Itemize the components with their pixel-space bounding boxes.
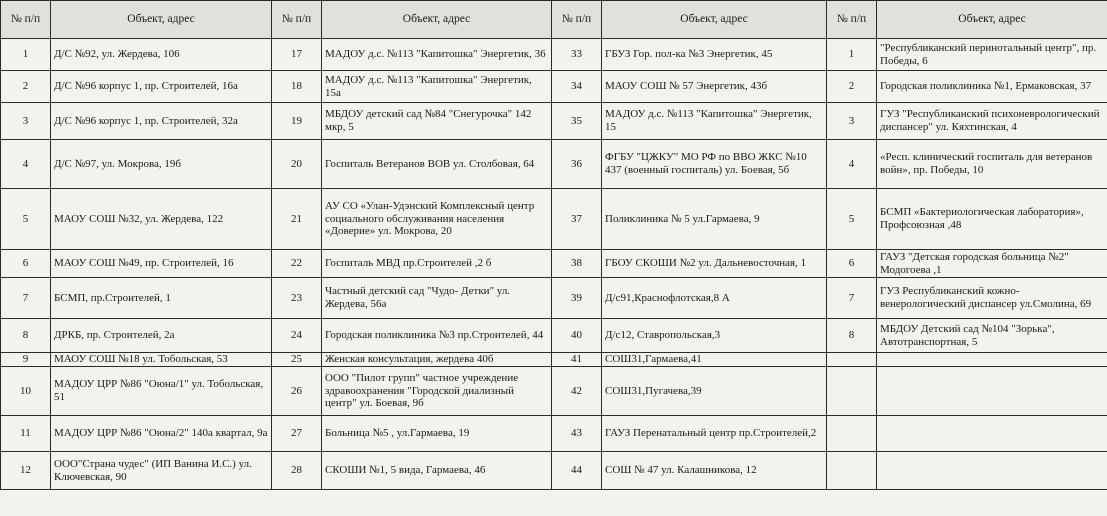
object-address-cell: ГБУЗ Гор. пол-ка №3 Энергетик, 45 xyxy=(602,39,827,71)
object-address-cell xyxy=(877,367,1107,416)
row-number-cell: 7 xyxy=(827,278,877,319)
row-number-cell: 26 xyxy=(272,367,322,416)
object-address-cell: ГБОУ СКОШИ №2 ул. Дальневосточная, 1 xyxy=(602,250,827,278)
object-address-cell: ООО"Страна чудес" (ИП Ванина И.С.) ул. Ключевская, 90 xyxy=(51,452,272,490)
table-row xyxy=(1,140,1107,189)
row-number-cell xyxy=(827,452,877,490)
object-address-cell: МАДОУ д.с. №113 "Капитошка" Энергетик, 15 xyxy=(602,103,827,140)
row-number-cell: 36 xyxy=(552,140,602,189)
header-num: № п/п xyxy=(552,1,602,39)
object-address-cell: Д/С №92, ул. Жердева, 106 xyxy=(51,39,272,71)
object-address-cell: Частный детский сад "Чудо- Детки" ул. Жердева, 56а xyxy=(322,278,552,319)
row-number-cell: 39 xyxy=(552,278,602,319)
object-address-cell: АУ СО «Улан-Удэнский Комплексный центр социального обслуживания населения «Доверие» ул. Мокрова, 20 xyxy=(322,189,552,250)
object-address-cell: ООО "Пилот групп" частное учреждение здравоохранения "Городской диализный центр" ул. Боевая, 9б xyxy=(322,367,552,416)
row-number-cell: 18 xyxy=(272,71,322,103)
row-number-cell: 44 xyxy=(552,452,602,490)
row-number-cell: 3 xyxy=(827,103,877,140)
row-number-cell: 43 xyxy=(552,416,602,452)
object-address-cell xyxy=(877,416,1107,452)
header-num: № п/п xyxy=(827,1,877,39)
header-object: Объект, адрес xyxy=(877,1,1107,39)
object-address-cell xyxy=(877,353,1107,367)
row-number-cell: 5 xyxy=(1,189,51,250)
object-address-cell: Городская поликлиника №3 пр.Строителей, 44 xyxy=(322,319,552,353)
object-address-cell: МБДОУ Детский сад №104 "Зорька", Автотранспортная, 5 xyxy=(877,319,1107,353)
object-address-cell: СОШ31,Пугачева,39 xyxy=(602,367,827,416)
object-address-cell: ГАУЗ Перенатальный центр пр.Строителей,2 xyxy=(602,416,827,452)
row-number-cell: 38 xyxy=(552,250,602,278)
row-number-cell: 3 xyxy=(1,103,51,140)
row-number-cell: 5 xyxy=(827,189,877,250)
object-address-cell: Госпиталь Ветеранов ВОВ ул. Столбовая, 64 xyxy=(322,140,552,189)
row-number-cell: 6 xyxy=(827,250,877,278)
object-address-cell: ДРКБ, пр. Строителей, 2а xyxy=(51,319,272,353)
row-number-cell: 8 xyxy=(1,319,51,353)
header-object: Объект, адрес xyxy=(51,1,272,39)
row-number-cell: 28 xyxy=(272,452,322,490)
object-address-cell: Госпиталь МВД пр.Строителей ,2 б xyxy=(322,250,552,278)
object-address-cell: МАДОУ д.с. №113 "Капитошка" Энергетик, 36 xyxy=(322,39,552,71)
object-address-cell: ГУЗ Республиканский кожно-венерологический диспансер ул.Смолина, 69 xyxy=(877,278,1107,319)
object-address-cell: МАДОУ ЦРР №86 "Оюна/1" ул. Тобольская, 51 xyxy=(51,367,272,416)
row-number-cell: 2 xyxy=(827,71,877,103)
table-row xyxy=(1,103,1107,140)
row-number-cell: 34 xyxy=(552,71,602,103)
row-number-cell: 6 xyxy=(1,250,51,278)
object-address-cell: Поликлиника № 5 ул.Гармаева, 9 xyxy=(602,189,827,250)
object-address-cell: Больница №5 , ул.Гармаева, 19 xyxy=(322,416,552,452)
row-number-cell: 40 xyxy=(552,319,602,353)
object-address-cell: БСМП «Бактериологическая лаборатория», Профсоюзная ,48 xyxy=(877,189,1107,250)
header-object: Объект, адрес xyxy=(602,1,827,39)
table-row xyxy=(1,452,1107,490)
object-address-cell: СОШ31,Гармаева,41 xyxy=(602,353,827,367)
table-row xyxy=(1,250,1107,278)
object-address-cell: БСМП, пр.Строителей, 1 xyxy=(51,278,272,319)
table-row xyxy=(1,71,1107,103)
row-number-cell: 24 xyxy=(272,319,322,353)
object-address-cell: Женская консультация, жердева 40б xyxy=(322,353,552,367)
row-number-cell: 11 xyxy=(1,416,51,452)
object-address-cell: МАДОУ д.с. №113 "Капитошка" Энергетик, 15а xyxy=(322,71,552,103)
row-number-cell: 10 xyxy=(1,367,51,416)
table-row xyxy=(1,353,1107,367)
object-address-cell: МАОУ СОШ №18 ул. Тобольская, 53 xyxy=(51,353,272,367)
object-address-cell: СКОШИ №1, 5 вида, Гармаева, 46 xyxy=(322,452,552,490)
table-row xyxy=(1,278,1107,319)
object-address-cell: Д/с12, Ставропольская,3 xyxy=(602,319,827,353)
row-number-cell: 19 xyxy=(272,103,322,140)
row-number-cell xyxy=(827,416,877,452)
row-number-cell: 23 xyxy=(272,278,322,319)
row-number-cell xyxy=(827,367,877,416)
header-object: Объект, адрес xyxy=(322,1,552,39)
row-number-cell: 12 xyxy=(1,452,51,490)
object-address-cell: МАОУ СОШ №49, пр. Строителей, 16 xyxy=(51,250,272,278)
table-row xyxy=(1,189,1107,250)
table-row xyxy=(1,39,1107,71)
row-number-cell: 1 xyxy=(1,39,51,71)
row-number-cell: 7 xyxy=(1,278,51,319)
row-number-cell: 37 xyxy=(552,189,602,250)
row-number-cell: 2 xyxy=(1,71,51,103)
object-address-cell: Городская поликлиника №1, Ермаковская, 37 xyxy=(877,71,1107,103)
object-address-cell: Д/с91,Краснофлотская,8 А xyxy=(602,278,827,319)
row-number-cell: 17 xyxy=(272,39,322,71)
row-number-cell: 4 xyxy=(1,140,51,189)
object-address-cell: МАОУ СОШ №32, ул. Жердева, 122 xyxy=(51,189,272,250)
row-number-cell: 1 xyxy=(827,39,877,71)
row-number-cell: 4 xyxy=(827,140,877,189)
row-number-cell: 22 xyxy=(272,250,322,278)
object-address-cell: ГУЗ "Республиканский психоневрологический диспансер" ул. Кяхтинская, 4 xyxy=(877,103,1107,140)
row-number-cell: 20 xyxy=(272,140,322,189)
table-row xyxy=(1,416,1107,452)
header-num: № п/п xyxy=(272,1,322,39)
object-address-cell: "Республиканский перинотальный центр", пр. Победы, 6 xyxy=(877,39,1107,71)
row-number-cell: 33 xyxy=(552,39,602,71)
row-number-cell: 9 xyxy=(1,353,51,367)
object-address-cell: Д/С №96 корпус 1, пр. Строителей, 32а xyxy=(51,103,272,140)
row-number-cell: 27 xyxy=(272,416,322,452)
object-address-cell: Д/С №96 корпус 1, пр. Строителей, 16а xyxy=(51,71,272,103)
object-address-cell: ГАУЗ "Детская городская больница №2" Модогоева ,1 xyxy=(877,250,1107,278)
object-address-cell: «Респ. клинический госпиталь для ветеранов войн», пр. Победы, 10 xyxy=(877,140,1107,189)
object-address-cell: СОШ № 47 ул. Калашникова, 12 xyxy=(602,452,827,490)
table-row xyxy=(1,367,1107,416)
row-number-cell: 25 xyxy=(272,353,322,367)
object-address-cell: Д/С №97, ул. Мокрова, 19б xyxy=(51,140,272,189)
object-address-cell: МАОУ СОШ № 57 Энергетик, 43б xyxy=(602,71,827,103)
object-address-cell: МАДОУ ЦРР №86 "Оюна/2" 140а квартал, 9а xyxy=(51,416,272,452)
header-num: № п/п xyxy=(1,1,51,39)
row-number-cell: 41 xyxy=(552,353,602,367)
object-address-cell: ФГБУ "ЦЖКУ" МО РФ по ВВО ЖКС №10 437 (военный госпиталь) ул. Боевая, 5б xyxy=(602,140,827,189)
object-address-cell: МБДОУ детский сад №84 "Снегурочка" 142 мкр, 5 xyxy=(322,103,552,140)
row-number-cell xyxy=(827,353,877,367)
table-header-row xyxy=(1,1,1107,39)
object-address-cell xyxy=(877,452,1107,490)
table-row xyxy=(1,319,1107,353)
row-number-cell: 21 xyxy=(272,189,322,250)
row-number-cell: 8 xyxy=(827,319,877,353)
row-number-cell: 35 xyxy=(552,103,602,140)
row-number-cell: 42 xyxy=(552,367,602,416)
